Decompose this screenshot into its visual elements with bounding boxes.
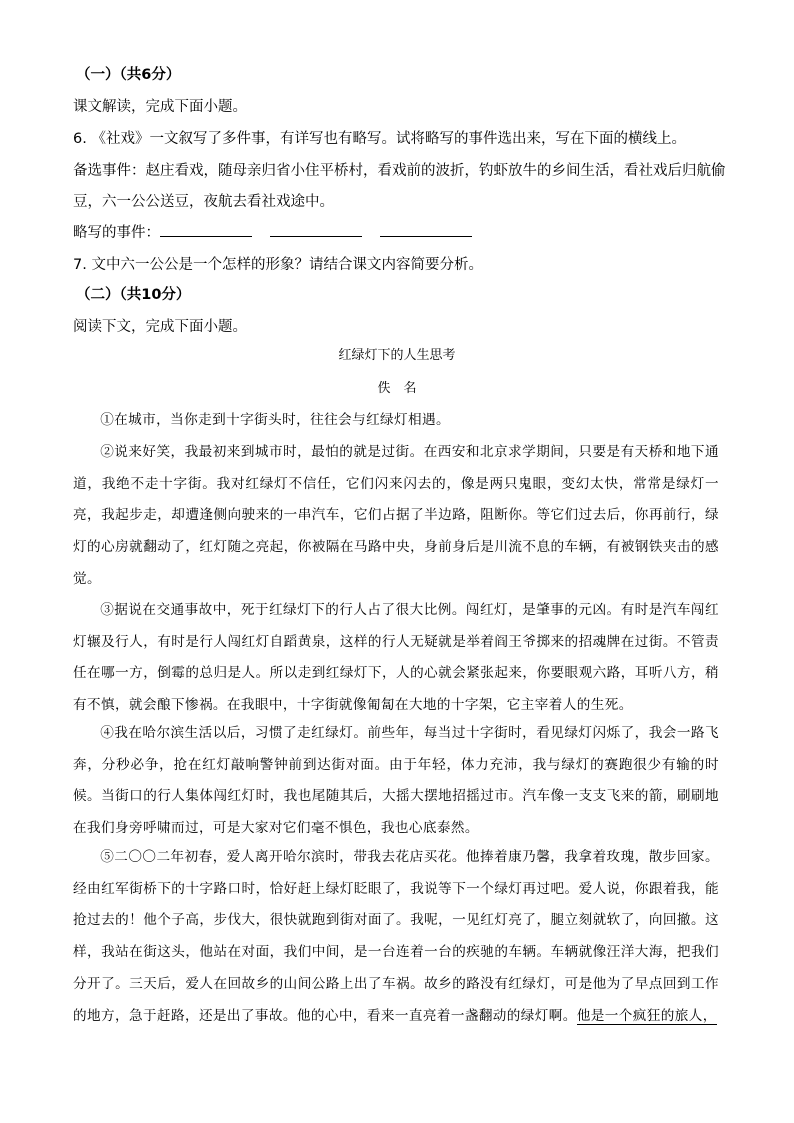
article-title: 红绿灯下的人生思考	[338, 348, 456, 363]
article-paragraph-1: ①在城市，当你走到十字街头时，往往会与红绿灯相遇。	[100, 412, 451, 428]
question-6: 6. 《社戏》一文叙写了多件事，有详写也有略写。试将略写的事件选出来，写在下面的横线上。	[73, 131, 686, 147]
options-line-1: 备选事件：赵庄看戏，随母亲归省小住平桥村，看戏前的波折，钓虾放牛的乡间生活，看社戏后归航偷	[73, 163, 726, 179]
section2-instruction: 阅读下文，完成下面小题。	[73, 319, 247, 335]
article-paragraph-2: ②说来好笑，我最初来到城市时，最怕的就是过街。在西安和北京求学期间，只要是有天桥和地下通道，我绝不走十字街。我对红绿灯不信任，它们闪来闪去的，像是两只鬼眼，变幻太快，常常是绿灯一亮，我起步走，却遭逢侧向驶来的一串汽车，它们占据了半边路，阻断你。等它们过去后，你再前行，绿灯的心房就翻动了，红灯随之亮起，你被隔在马路中央，身前身后是川流不息的车辆，有被钢铁夹击的感觉。	[73, 444, 719, 587]
underlined-sentence: 他是一个疯狂的旅人，	[576, 1007, 717, 1024]
answer-blank-3[interactable]	[380, 235, 472, 237]
paragraph-5-text: ⑤二〇〇二年初春，爱人离开哈尔滨时，带我去花店买花。他捧着康乃馨，我拿着玫瑰，散步回家。经由红军街桥下的十字路口时，恰好赶上绿灯眨眼了，我说等下一个绿灯再过吧。爱人说，你跟着我，能抢过去的！他个子高，步伐大，很快就跑到街对面了。我呢，一见红灯亮了，腿立刻就软了，向回撤。这样，我站在街这头，他站在对面，我们中间，是一台连着一台的疾驰的车辆。车辆就像汪洋大海，把我们分开了。三天后，爱人在回故乡的山间公路上出了车祸。故乡的路没有红绿灯，可是他为了早点回到工作的地方，急于赶路，还是出了事故。他的心中，看来一直亮着一盏翻动的绿灯啊。	[73, 849, 719, 1024]
section1-heading: （一）（共6分）	[76, 67, 181, 83]
answer-blank-1[interactable]	[160, 235, 252, 237]
answer-label: 略写的事件：	[73, 225, 160, 241]
answer-blank-2[interactable]	[270, 235, 362, 237]
question-7: 7. 文中六一公公是一个怎样的形象？请结合课文内容简要分析。	[73, 257, 483, 273]
article-author: 佚 名	[377, 381, 417, 396]
article-paragraph-4: ④我在哈尔滨生活以后，习惯了走红绿灯。前些年，每当过十字街时，看见绿灯闪烁了，我会一路飞奔，分秒必争，抢在红灯敲响警钟前到达街对面。由于年轻，体力充沛，我与绿灯的赛跑很少有输的时候。当街口的行人集体闯红灯时，我也尾随其后，大摇大摆地招摇过市。汽车像一支支飞来的箭，刷刷地在我们身旁呼啸而过，可是大家对它们毫不惧色，我也心底泰然。	[73, 725, 719, 837]
options-line-2: 豆，六一公公送豆，夜航去看社戏途中。	[73, 194, 334, 210]
article-paragraph-5	[73, 842, 719, 1032]
answer-row	[73, 224, 490, 242]
section1-instruction: 课文解读，完成下面小题。	[73, 99, 247, 115]
article-paragraph-3: ③据说在交通事故中，死于红绿灯下的行人占了很大比例。闯红灯，是肇事的元凶。有时是汽车闯红灯辗及行人，有时是行人闯红灯自蹈黄泉，这样的行人无疑就是举着阎王爷掷来的招魂牌在过街。不管责任在哪一方，倒霉的总归是人。所以走到红绿灯下，人的心就会紧张起来，你要眼观六路，耳听八方，稍有不慎，就会酿下惨祸。在我眼中，十字街就像匍匐在大地的十字架，它主宰着人的生死。	[73, 602, 719, 714]
section2-heading: （二）（共10分）	[76, 287, 191, 303]
